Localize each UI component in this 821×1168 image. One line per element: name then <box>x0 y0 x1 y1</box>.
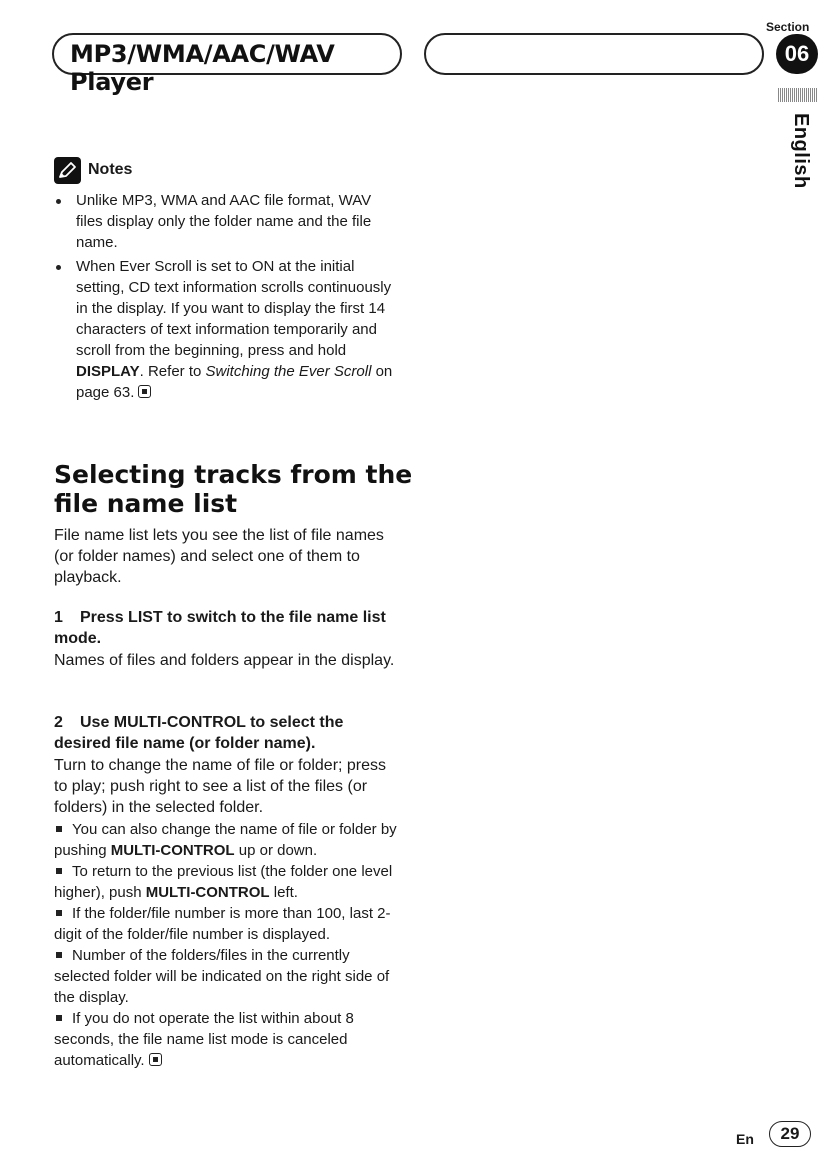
section-label: Section <box>766 20 810 34</box>
chapter-title: MP3/WMA/AAC/WAV Player <box>70 40 335 96</box>
chapter-title-pill <box>52 33 402 96</box>
note-item: When Ever Scroll is set to ON at the initial setting, CD text information scrolls continuously in the display. If you want to display the first 14 characters of text information temporarily and scroll from the beginning, press and hold DISPLAY. Refer to Switching the Ever Scroll on page 63. <box>54 256 396 403</box>
empty-header-pill <box>424 33 764 75</box>
square-bullet-icon <box>56 952 62 958</box>
end-mark-icon <box>138 385 151 398</box>
square-bullet-icon <box>56 826 62 832</box>
step-2-body: Turn to change the name of file or folder; press to play; push right to see a list of the files (or folders) in the selected folder. <box>54 757 387 816</box>
step-1-body: Names of files and folders appear in the display. <box>54 652 395 669</box>
step-2-title: 2 Use MULTI-CONTROL to select the desired file name (or folder name). <box>54 714 344 752</box>
bullet-item: If the folder/file number is more than 100, last 2-digit of the folder/file number is displayed. <box>54 905 391 943</box>
page-language-code: En <box>736 1131 754 1147</box>
bullet-item: If you do not operate the list within about 8 seconds, the file name list mode is canceled automatically. <box>54 1010 354 1069</box>
notes-title: Notes <box>88 161 133 178</box>
section-number-badge: 06 <box>776 34 818 74</box>
square-bullet-icon <box>56 868 62 874</box>
step-1-title: 1 Press LIST to switch to the file name list mode. <box>54 609 386 647</box>
intro-paragraph: File name list lets you see the list of file names (or folder names) and select one of them to playback. <box>54 527 384 586</box>
language-tab-bar <box>778 88 818 102</box>
bullet-item: Number of the folders/files in the currently selected folder will be indicated on the right side of the display. <box>54 947 390 1006</box>
display-key-label: DISPLAY <box>76 363 140 380</box>
end-mark-icon <box>149 1053 162 1066</box>
bullet-item: To return to the previous list (the folder one level higher), push MULTI-CONTROL left. <box>54 863 393 901</box>
notes-list <box>54 190 396 406</box>
square-bullet-icon <box>56 1015 62 1021</box>
bullet-item: You can also change the name of file or folder by pushing MULTI-CONTROL up or down. <box>54 821 397 859</box>
notes-pencil-icon <box>54 157 81 184</box>
note-item: Unlike MP3, WMA and AAC file format, WAV files display only the folder name and the file name. <box>54 190 396 253</box>
square-bullet-icon <box>56 910 62 916</box>
section-heading: Selecting tracks from the file name list <box>54 460 413 518</box>
language-tab-label: English <box>790 113 812 189</box>
step-2-bullets <box>54 819 399 1071</box>
cross-reference: Switching the Ever Scroll <box>205 363 372 380</box>
page-number: 29 <box>769 1121 811 1147</box>
